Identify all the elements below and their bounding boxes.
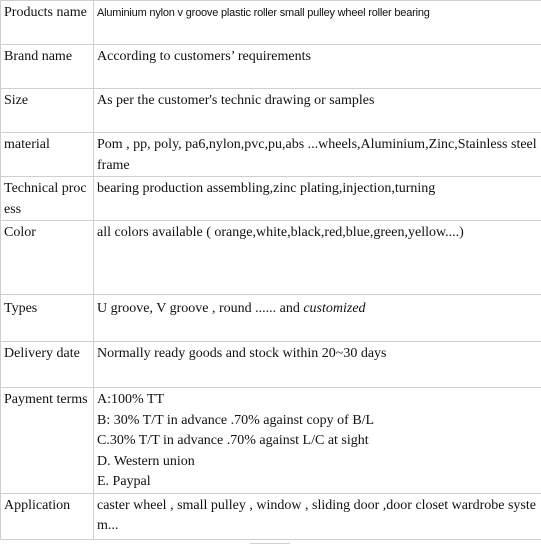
row-label-application: Application (1, 493, 94, 539)
table-row (1, 493, 541, 539)
payment-term-line: C.30% T/T in advance .70% against L/C at sight (97, 433, 369, 448)
row-label-payment-terms: Payment terms (1, 388, 94, 494)
row-label-products-name: Products name (1, 1, 94, 45)
row-label-delivery-date: Delivery date (1, 342, 94, 388)
row-label-technical-process: Technical process (1, 177, 94, 221)
row-label-color: Color (1, 221, 94, 295)
row-label-material: material (1, 133, 94, 177)
row-value-brand-name: According to customers’ requirements (94, 45, 541, 89)
payment-term-line: B: 30% T/T in advance .70% against copy of B/L (97, 412, 375, 428)
row-value-technical-process: bearing production assembling,zinc plating,injection,turning (94, 177, 541, 221)
table-row (1, 89, 541, 133)
row-value-types (94, 295, 541, 342)
table-row (1, 221, 541, 295)
row-value-material: Pom , pp, poly, pa6,nylon,pvc,pu,abs ...wheels,Aluminium,Zinc,Stainless steel frame (94, 133, 541, 177)
row-value-color: all colors available ( orange,white,black,red,blue,green,yellow....) (94, 221, 541, 295)
row-label-types: Types (1, 295, 94, 342)
row-value-size: As per the customer's technic drawing or samples (94, 89, 541, 133)
table-row (1, 1, 541, 45)
page-divider (250, 543, 290, 544)
types-text: U groove, V groove , round ...... and (97, 301, 304, 316)
table-row (1, 177, 541, 221)
table-row (1, 388, 541, 494)
types-customized-text: customized (303, 301, 366, 316)
row-value-payment-terms (94, 388, 541, 494)
row-value-application: caster wheel , small pulley , window , sliding door ,door closet wardrobe system... (94, 493, 541, 539)
row-label-brand-name: Brand name (1, 45, 94, 89)
payment-term-line: A:100% TT (97, 392, 165, 407)
table-row (1, 45, 541, 89)
payment-term-line: E. Paypal (97, 474, 151, 489)
table-row (1, 133, 541, 177)
row-value-products-name: Aluminium nylon v groove plastic roller small pulley wheel roller bearing (94, 1, 541, 45)
payment-term-line: D. Western union (97, 453, 195, 469)
row-value-delivery-date: Normally ready goods and stock within 20~30 days (94, 342, 541, 388)
table-row (1, 295, 541, 342)
table-row (1, 342, 541, 388)
row-label-size: Size (1, 89, 94, 133)
